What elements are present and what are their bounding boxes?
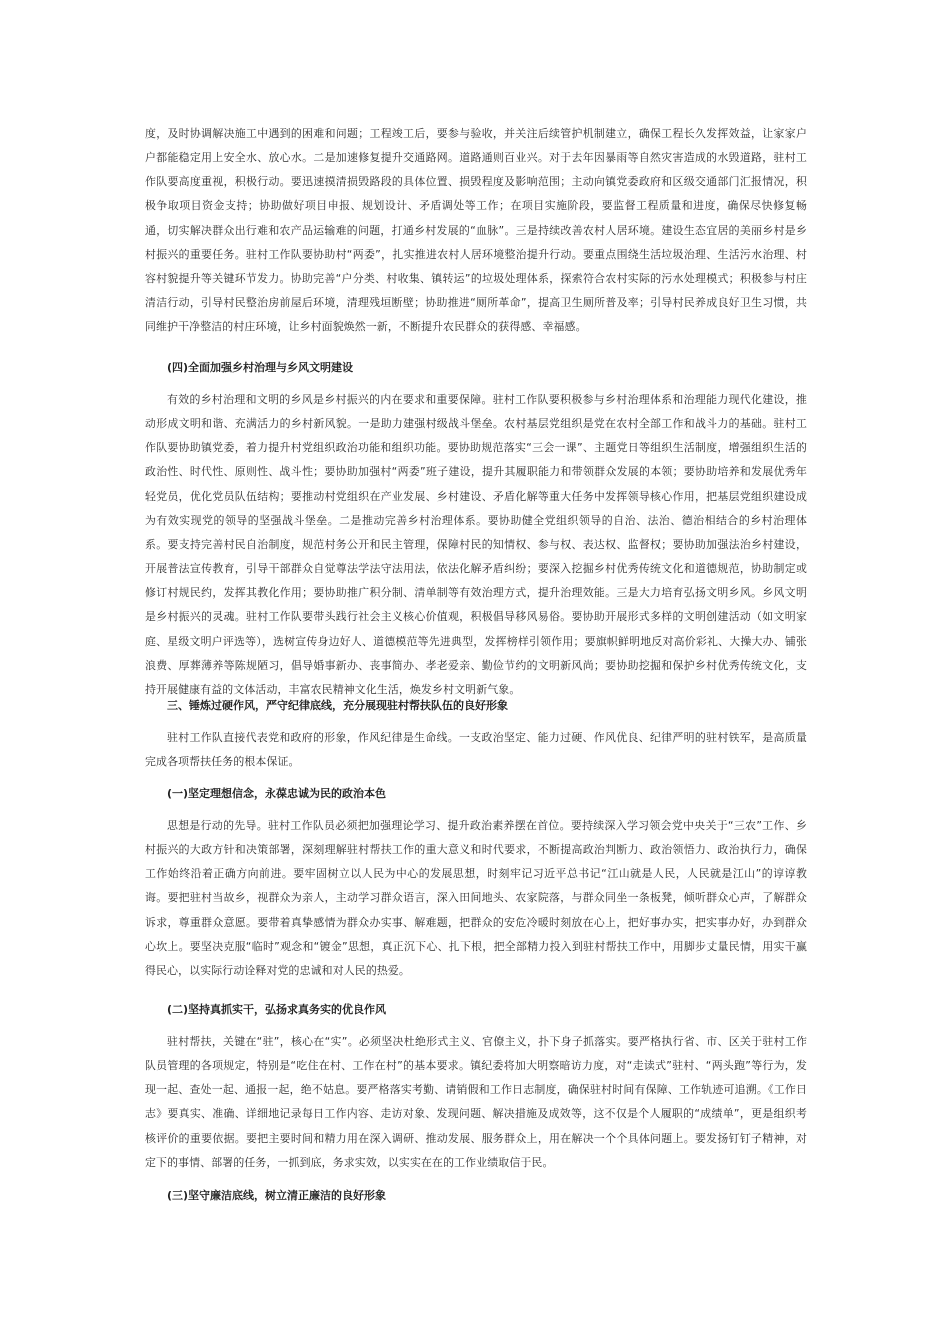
section-heading-integrity: (三)坚守廉洁底线，树立清正廉洁的良好形象 (167, 1189, 387, 1202)
chapter-heading-work-style: 三、锤炼过硬作风，严守纪律底线，充分展现驻村帮扶队伍的良好形象 (167, 699, 508, 712)
paragraph-rural-infrastructure: 度，及时协调解决施工中遇到的困难和问题；工程竣工后，要参与验收，并关注后续管护机制建立，确保工程长久发挥效益，让家家户户都能稳定用上安全水、放心水。二是加速修复提升交通路网。道路通则百业兴。对于去年因暴雨等自然灾害造成的水毁道路，驻村工作队要高度重视，积极行动。要迅速摸清损毁路段的具体位置、损毁程度及影响范围；主动向镇党委政府和区级交通部门汇报情况，积极争取项目资金支持；协助做好项目申报、规划设计、矛盾调处等工作；在项目实施阶段，要监督工程质量和进度，确保尽快修复畅通，切实解决群众出行难和农产品运输难的问题，打通乡村发展的“血脉”。三是持续改善农村人居环境。建设生态宜居的美丽乡村是乡村振兴的重要任务。驻村工作队要协助村“两委”，扎实推进农村人居环境整治提升行动。要重点围绕生活垃圾治理、生活污水治理、村容村貌提升等关键环节发力。协助完善“户分类、村收集、镇转运”的垃圾处理体系，探索符合农村实际的污水处理模式；积极参与村庄清洁行动，引导村民整治房前屋后环境，清理残垣断壁；协助推进“厕所革命”，提高卫生厕所普及率；引导村民养成良好卫生习惯，共同维护干净整洁的村庄环境，让乡村面貌焕然一新，不断提升农民群众的获得感、幸福感。 (145, 127, 807, 334)
paragraph-ideals: 思想是行动的先导。驻村工作队员必须把加强理论学习、提升政治素养摆在首位。要持续深入学习领会党中央关于“三农”工作、乡村振兴的大政方针和决策部署，深刻理解驻村帮扶工作的重大意义和时代要求，不断提高政治判断力、政治领悟力、政治执行力，确保工作始终沿着正确方向前进。要牢固树立以人民为中心的发展思想，时刻牢记习近平总书记“江山就是人民，人民就是江山”的谆谆教诲。要把驻村当故乡，视群众为亲人，主动学习群众语言，深入田间地头、农家院落，与群众同坐一条板凳，倾听群众心声，了解群众诉求，尊重群众意愿。要带着真挚感情为群众办实事、解难题，把群众的安危冷暖时刻放在心上，把好事办实，把实事办好，办到群众心坎上。要坚决克服“临时”观念和“镀金”思想，真正沉下心、扎下根，把全部精力投入到驻村帮扶工作中，用脚步丈量民情，用实干赢得民心，以实际行动诠释对党的忠诚和对人民的热爱。 (145, 819, 807, 977)
section-heading-rural-governance: (四)全面加强乡村治理与乡风文明建设 (167, 361, 354, 374)
paragraph-work-style-intro: 驻村工作队直接代表党和政府的形象，作风纪律是生命线。一支政治坚定、能力过硬、作风优良、纪律严明的驻村铁军，是高质量完成各项帮扶任务的根本保证。 (145, 731, 807, 769)
section-heading-practical-work: (二)坚持真抓实干，弘扬求真务实的优良作风 (167, 1003, 387, 1016)
paragraph-rural-governance: 有效的乡村治理和文明的乡风是乡村振兴的内在要求和重要保障。驻村工作队要积极参与乡村治理体系和治理能力现代化建设，推动形成文明和谐、充满活力的乡村新风貌。一是助力建强村级战斗堡垒。农村基层党组织是党在农村全部工作和战斗力的基础。驻村工作队要协助镇党委，着力提升村党组织政治功能和组织功能。要协助规范落实“三会一课”、主题党日等组织生活制度，增强组织生活的政治性、时代性、原则性、战斗性；要协助加强村“两委”班子建设，提升其履职能力和带领群众发展的本领；要协助培养和发展优秀年轻党员，优化党员队伍结构；要推动村党组织在产业发展、乡村建设、矛盾化解等重大任务中发挥领导核心作用，把基层党组织建设成为有效实现党的领导的坚强战斗堡垒。二是推动完善乡村治理体系。要协助健全党组织领导的自治、法治、德治相结合的乡村治理体系。要支持完善村民自治制度，规范村务公开和民主管理，保障村民的知情权、参与权、表达权、监督权；要协助加强法治乡村建设，开展普法宣传教育，引导干部群众自觉尊法学法守法用法，依法化解矛盾纠纷；要深入挖掘乡村优秀传统文化和道德规范，协助制定或修订村规民约，发挥其教化作用；要协助推广积分制、清单制等有效治理方式，提升治理效能。三是大力培育弘扬文明乡风。乡风文明是乡村振兴的灵魂。驻村工作队要带头践行社会主义核心价值观，积极倡导移风易俗。要协助开展形式多样的文明创建活动（如文明家庭、星级文明户评选等），选树宣传身边好人、道德模范等先进典型，发挥榜样引领作用；要旗帜鲜明地反对高价彩礼、大操大办、铺张浪费、厚葬薄养等陈规陋习，倡导婚事新办、丧事简办、孝老爱亲、勤俭节约的文明新风尚；要协助挖掘和保护乡村优秀传统文化，支持开展健康有益的文体活动，丰富农民精神文化生活，焕发乡村文明新气象。 (145, 393, 807, 696)
section-heading-ideals: (一)坚定理想信念，永葆忠诚为民的政治本色 (167, 787, 387, 800)
paragraph-practical-work: 驻村帮扶，关键在“驻”，核心在“实”。必须坚决杜绝形式主义、官僚主义，扑下身子抓落实。要严格执行省、市、区关于驻村工作队员管理的各项规定，特别是“吃住在村、工作在村”的基本要求。镇纪委将加大明察暗访力度，对“走读式”驻村、“两头跑”等行为，发现一起、查处一起、通报一起，绝不姑息。要严格落实考勤、请销假和工作日志制度，确保驻村时间有保障、工作轨迹可追溯。《工作日志》要真实、准确、详细地记录每日工作内容、走访对象、发现问题、解决措施及成效等，这不仅是个人履职的“成绩单”，更是组织考核评价的重要依据。要把主要时间和精力用在深入调研、推动发展、服务群众上，用在解决一个个具体问题上。要发扬钉钉子精神，对定下的事情、部署的任务，一抓到底，务求实效，以实实在在的工作业绩取信于民。 (145, 1035, 807, 1169)
